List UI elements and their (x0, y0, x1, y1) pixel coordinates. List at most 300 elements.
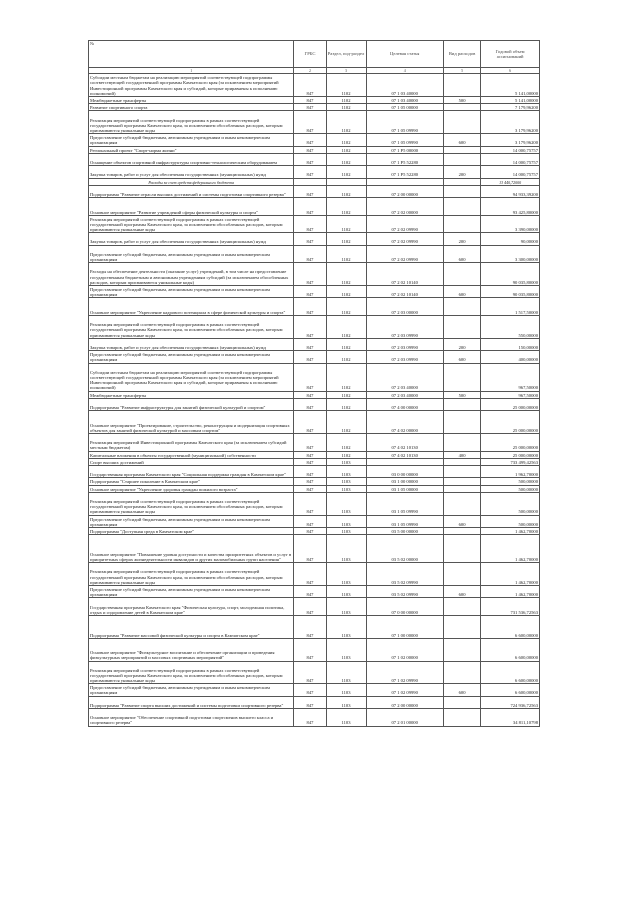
row-vr (443, 146, 480, 153)
row-name: Реализация мероприятий Инвестиционной программы Камчатского края (за исключением субсидий местным бюджетам) (89, 434, 294, 452)
row-csr: 03 5 02 00000 (366, 535, 443, 563)
row-csr: 03 1 05 00000 (366, 485, 443, 492)
row-sum: 14 000,75757 (481, 146, 540, 153)
row-vr (443, 563, 480, 586)
row-name: Предоставление субсидий бюджетным, автономным учреждениям и иным некоммерческим организациям (89, 515, 294, 527)
row-grbs: 847 (294, 478, 326, 485)
table-row (89, 615, 540, 638)
row-vr (443, 153, 480, 165)
row-grbs: 847 (294, 451, 326, 458)
row-csr (366, 458, 443, 465)
row-grbs: 847 (294, 535, 326, 563)
table-row (89, 492, 540, 515)
row-csr: 07 1 05 09990 (366, 134, 443, 146)
row-name: Закупка товаров, работ и услуг для обеспечения государственных (муниципальных) нужд (89, 338, 294, 350)
row-grbs: 847 (294, 585, 326, 597)
table-row (89, 233, 540, 245)
row-name: Основное мероприятие "Обеспечение спортивной подготовки спортсменов высшего класса и спортивного резерва" (89, 709, 294, 727)
row-grbs: 847 (294, 153, 326, 165)
table-row (89, 286, 540, 298)
row-sum: 6 600,00000 (481, 684, 540, 696)
row-rz: 1102 (326, 411, 366, 434)
row-name: Основное мероприятие "Укрепление кадрового потенциала в сфере физической культуры и спорта" (89, 298, 294, 316)
row-rz: 1102 (326, 286, 366, 298)
row-sum: 5 141,00000 (481, 74, 540, 97)
row-sum: 1 962,70000 (481, 465, 540, 477)
row-vr (443, 215, 480, 233)
row-csr: 07 1 03 40000 (366, 74, 443, 97)
row-sum: 3 300,00000 (481, 245, 540, 263)
row-vr (443, 411, 480, 434)
row-grbs: 847 (294, 411, 326, 434)
row-vr (443, 485, 480, 492)
table-row (89, 485, 540, 492)
row-csr: 07 2 02 09990 (366, 245, 443, 263)
row-vr (443, 478, 480, 485)
col-number: 5 (443, 68, 480, 74)
row-sum: 94 933,39200 (481, 185, 540, 197)
row-csr: 07 2 02 09990 (366, 215, 443, 233)
table-row (89, 465, 540, 477)
row-vr: 600 (443, 515, 480, 527)
row-grbs: 847 (294, 492, 326, 515)
row-sum: 1 517,50000 (481, 298, 540, 316)
row-sum: 25 000,00000 (481, 434, 540, 452)
row-sum: 6 600,00000 (481, 661, 540, 684)
row-sum: 550,00000 (481, 316, 540, 339)
row-rz: 1103 (326, 615, 366, 638)
row-grbs: 847 (294, 709, 326, 727)
row-sum: 7 179,96200 (481, 104, 540, 111)
table-row (89, 316, 540, 339)
row-name: Капитальные вложения в объекты государственной (муниципальной) собственности (89, 451, 294, 458)
row-csr: 03 1 05 09990 (366, 492, 443, 515)
row-vr (443, 492, 480, 515)
table-row (89, 661, 540, 684)
row-rz: 1102 (326, 245, 366, 263)
table-row (89, 458, 540, 465)
row-grbs: 847 (294, 563, 326, 586)
row-grbs: 847 (294, 111, 326, 134)
row-csr: 07 2 03 00000 (366, 298, 443, 316)
row-name: Государственная программа Камчатского края "Физическая культура, спорт, молодежная политика, отдых и оздоровление детей в Камчатском крае" (89, 598, 294, 616)
table-row (89, 398, 540, 410)
row-grbs: 847 (294, 527, 326, 534)
row-name: Субсидии местным бюджетам на реализацию мероприятий соответствующей подпрограммы соответствующей государственной программы Камчатского края (за исключением мероприятий Инвестиционной программы Камчатского края и субсидий, которые приравнены к исполнению полномочий) (89, 363, 294, 391)
table-row (89, 185, 540, 197)
row-rz: 1102 (326, 351, 366, 363)
row-sum: 34 811,10798 (481, 709, 540, 727)
table-row (89, 153, 540, 165)
row-sum: 150,00000 (481, 338, 540, 350)
row-sum: 724 936,72563 (481, 696, 540, 708)
table-row (89, 74, 540, 97)
row-rz: 1103 (326, 485, 366, 492)
row-rz: 1103 (326, 661, 366, 684)
row-csr: 07 2 03 09990 (366, 351, 443, 363)
row-grbs: 847 (294, 134, 326, 146)
table-row (89, 515, 540, 527)
row-grbs: 847 (294, 661, 326, 684)
row-sum: 90 035,80000 (481, 263, 540, 286)
row-sum: 400,00000 (481, 351, 540, 363)
row-name: Подпрограмма "Доступная среда в Камчатском крае" (89, 527, 294, 534)
row-csr: 07 2 02 09990 (366, 233, 443, 245)
row-csr: 07 2 03 40000 (366, 391, 443, 398)
row-vr: 200 (443, 166, 480, 178)
row-grbs: 847 (294, 215, 326, 233)
row-csr: 03 0 00 00000 (366, 465, 443, 477)
row-rz: 1102 (326, 185, 366, 197)
row-grbs: 847 (294, 233, 326, 245)
row-name: Основное мероприятие "Развитие учреждений сферы физической культуры и спорта" (89, 198, 294, 216)
row-rz: 1102 (326, 134, 366, 146)
row-rz: 1102 (326, 74, 366, 97)
table-row (89, 535, 540, 563)
row-csr: 07 4 00 00000 (366, 398, 443, 410)
table-row (89, 298, 540, 316)
row-vr (443, 185, 480, 197)
row-sum: 1 462,70000 (481, 563, 540, 586)
row-grbs: 847 (294, 185, 326, 197)
table-row (89, 215, 540, 233)
row-csr: 07 2 00 00000 (366, 185, 443, 197)
table-row (89, 563, 540, 586)
row-csr: 07 2 00 00000 (366, 696, 443, 708)
row-name: Межбюджетные трансферты (89, 391, 294, 398)
table-row (89, 684, 540, 696)
header-num: № (89, 41, 294, 68)
table-row (89, 478, 540, 485)
row-grbs: 847 (294, 615, 326, 638)
row-rz: 1103 (326, 458, 366, 465)
row-grbs: 847 (294, 351, 326, 363)
row-name: Предоставление субсидий бюджетным, автономным учреждениям и иным некоммерческим организациям (89, 351, 294, 363)
row-name: Реализация мероприятий соответствующей подпрограммы в рамках соответствующей государственной программы Камчатского края, за исключением обособленных расходов, которым присваиваются уникальные коды (89, 563, 294, 586)
row-vr (443, 178, 480, 185)
table-row (89, 245, 540, 263)
table-row (89, 338, 540, 350)
row-sum: 1 462,70000 (481, 585, 540, 597)
row-rz: 1102 (326, 338, 366, 350)
table-header-row (89, 41, 540, 68)
row-csr: 07 4 02 10130 (366, 451, 443, 458)
row-rz: 1102 (326, 434, 366, 452)
row-csr: 07 2 02 10140 (366, 286, 443, 298)
row-csr: 07 1 05 00000 (366, 104, 443, 111)
row-sum: 967,50000 (481, 363, 540, 391)
table-row (89, 111, 540, 134)
row-grbs: 847 (294, 598, 326, 616)
row-csr: 07 1 00 00000 (366, 615, 443, 638)
row-grbs: 847 (294, 166, 326, 178)
row-grbs: 847 (294, 298, 326, 316)
row-grbs: 847 (294, 338, 326, 350)
row-rz: 1102 (326, 233, 366, 245)
row-grbs: 847 (294, 74, 326, 97)
row-sum: 3 179,96200 (481, 134, 540, 146)
row-rz: 1102 (326, 263, 366, 286)
row-vr (443, 111, 480, 134)
row-sum: 731 536,72563 (481, 598, 540, 616)
row-csr: 07 1 02 09990 (366, 661, 443, 684)
row-csr: 07 0 00 00000 (366, 598, 443, 616)
row-sum: 25 000,00000 (481, 451, 540, 458)
row-name: Подпрограмма "Развитие отрасли высших достижений и системы подготовки спортивного резерва" (89, 185, 294, 197)
row-rz: 1102 (326, 451, 366, 458)
col-number: 3 (326, 68, 366, 74)
row-sum: 500,00000 (481, 485, 540, 492)
row-vr (443, 434, 480, 452)
row-csr: 07 1 P5 00000 (366, 146, 443, 153)
row-grbs: 847 (294, 198, 326, 216)
header-grbs: ГРБС (294, 41, 326, 68)
header-csr: Целевая статья (366, 41, 443, 68)
row-vr (443, 696, 480, 708)
row-csr: 07 2 03 09990 (366, 338, 443, 350)
table-row (89, 411, 540, 434)
row-name: Предоставление субсидий бюджетным, автономным учреждениям и иным некоммерческим организациям (89, 684, 294, 696)
table-row (89, 198, 540, 216)
row-rz (326, 178, 366, 185)
row-rz: 1102 (326, 111, 366, 134)
row-name: Предоставление субсидий бюджетным, автономным учреждениям и иным некоммерческим организациям (89, 245, 294, 263)
row-name: Предоставление субсидий бюджетным, автономным учреждениям и иным некоммерческим организациям (89, 134, 294, 146)
row-vr (443, 104, 480, 111)
row-csr: 07 1 02 00000 (366, 638, 443, 661)
table-row (89, 391, 540, 398)
row-csr: 03 1 00 00000 (366, 478, 443, 485)
row-name: Основное мероприятие "Физкультурное воспитание и обеспечение организации и проведения физкультурных мероприятий и массовых спортивных мероприятий" (89, 638, 294, 661)
row-vr: 600 (443, 684, 480, 696)
row-sum: 500,00000 (481, 492, 540, 515)
table-row (89, 363, 540, 391)
row-name: Основное мероприятие "Повышение уровня доступности и качества приоритетных объектов и услуг в приоритетных сферах жизнедеятельности инвалидов и других маломобильных групп населения" (89, 535, 294, 563)
row-vr (443, 74, 480, 97)
row-sum: 14 000,75757 (481, 153, 540, 165)
row-csr: 07 1 05 09990 (366, 111, 443, 134)
row-name: Региональный проект "Спорт-норма жизни" (89, 146, 294, 153)
table-row (89, 134, 540, 146)
table-row (89, 263, 540, 286)
row-rz: 1102 (326, 363, 366, 391)
row-csr: 07 1 P5 52280 (366, 166, 443, 178)
row-vr: 600 (443, 585, 480, 597)
row-name: Основное мероприятие "Укрепление здоровья граждан пожилого возраста" (89, 485, 294, 492)
row-name: Развитие спортивного спорта (89, 104, 294, 111)
table-row (89, 598, 540, 616)
row-vr: 600 (443, 351, 480, 363)
row-sum: 90 035,80000 (481, 286, 540, 298)
row-name: Основное мероприятие "Проектирование, строительство, реконструкция и модернизация спортивных объектов для занятий физической культурой и массовым спортом" (89, 411, 294, 434)
row-vr (443, 298, 480, 316)
row-sum: 733 499,42563 (481, 458, 540, 465)
row-vr: 500 (443, 97, 480, 104)
row-csr: 07 4 02 00000 (366, 411, 443, 434)
row-rz: 1103 (326, 563, 366, 586)
row-rz: 1102 (326, 153, 366, 165)
row-grbs: 847 (294, 696, 326, 708)
row-csr (366, 178, 443, 185)
table-row (89, 434, 540, 452)
row-sum: 13 440,72000 (481, 178, 540, 185)
row-rz: 1102 (326, 391, 366, 398)
row-name: Расходы за счет средств федерального бюджета (89, 178, 294, 185)
row-name: Подпрограмма "Развитие инфраструктуры для занятий физической культурой и спортом" (89, 398, 294, 410)
row-name: Подпрограмма "Старшее поколение в Камчатском крае" (89, 478, 294, 485)
row-name: Субсидии местным бюджетам на реализацию мероприятий соответствующей подпрограммы соответствующей государственной программы Камчатского края (за исключением мероприятий Инвестиционной программы Камчатского края и субсидий, которые приравнены к исполнению полномочий) (89, 74, 294, 97)
table-row (89, 527, 540, 534)
row-csr: 03 5 02 09990 (366, 585, 443, 597)
row-name: Государственная программа Камчатского края "Социальная поддержка граждан в Камчатском крае" (89, 465, 294, 477)
row-vr (443, 398, 480, 410)
row-csr: 07 1 03 40000 (366, 97, 443, 104)
row-rz: 1103 (326, 684, 366, 696)
row-rz: 1103 (326, 696, 366, 708)
row-sum: 1 462,70000 (481, 527, 540, 534)
row-rz: 1103 (326, 478, 366, 485)
table-row (89, 451, 540, 458)
row-grbs (294, 178, 326, 185)
col-number: 2 (294, 68, 326, 74)
table-row (89, 97, 540, 104)
header-vr: Вид расходов (443, 41, 480, 68)
row-grbs: 847 (294, 391, 326, 398)
row-sum: 6 600,00000 (481, 615, 540, 638)
row-csr: 07 2 02 00000 (366, 198, 443, 216)
row-rz: 1103 (326, 598, 366, 616)
table-row (89, 709, 540, 727)
row-name: Реализация мероприятий соответствующей подпрограммы в рамках соответствующей государственной программы Камчатского края, за исключением обособленных расходов, которым присваиваются уникальные коды (89, 316, 294, 339)
row-rz: 1102 (326, 198, 366, 216)
row-name: Межбюджетные трансферты (89, 97, 294, 104)
row-sum: 967,50000 (481, 391, 540, 398)
row-name: Закупка товаров, работ и услуг для обеспечения государственных (муниципальных) нужд (89, 166, 294, 178)
row-vr: 600 (443, 134, 480, 146)
row-rz: 1103 (326, 638, 366, 661)
table-row (89, 104, 540, 111)
row-vr (443, 198, 480, 216)
table-row (89, 351, 540, 363)
row-rz: 1102 (326, 146, 366, 153)
row-rz: 1103 (326, 515, 366, 527)
row-csr: 07 2 03 40000 (366, 363, 443, 391)
row-name: Реализация мероприятий соответствующей подпрограммы в рамках соответствующей государственной программы Камчатского края, за исключением обособленных расходов, которым присваиваются уникальные коды (89, 215, 294, 233)
row-rz: 1103 (326, 492, 366, 515)
col-number: 6 (481, 68, 540, 74)
budget-table-wrapper (88, 40, 540, 727)
row-grbs: 847 (294, 97, 326, 104)
row-sum: 3 179,96200 (481, 111, 540, 134)
table-row (89, 585, 540, 597)
row-sum: 90,00000 (481, 233, 540, 245)
row-name: Предоставление субсидий бюджетным, автономным учреждениям и иным некоммерческим организациям (89, 585, 294, 597)
row-vr: 600 (443, 245, 480, 263)
row-sum: 500,00000 (481, 515, 540, 527)
row-csr: 07 2 03 09990 (366, 316, 443, 339)
row-grbs: 847 (294, 684, 326, 696)
header-sum: Годовой объем ассигнований (481, 41, 540, 68)
row-grbs: 847 (294, 638, 326, 661)
col-number: 1 (89, 68, 294, 74)
row-csr: 03 1 05 09990 (366, 515, 443, 527)
row-vr: 200 (443, 233, 480, 245)
row-name: Предоставление субсидий бюджетным, автономным учреждениям и иным некоммерческим организациям (89, 286, 294, 298)
row-grbs: 847 (294, 286, 326, 298)
row-grbs: 847 (294, 363, 326, 391)
row-sum: 1 462,70000 (481, 535, 540, 563)
row-sum: 500,00000 (481, 478, 540, 485)
row-csr: 07 2 01 00000 (366, 709, 443, 727)
row-grbs: 847 (294, 263, 326, 286)
row-sum: 25 000,00000 (481, 398, 540, 410)
row-vr (443, 709, 480, 727)
row-vr (443, 527, 480, 534)
row-csr: 07 1 P5 52280 (366, 153, 443, 165)
row-vr (443, 661, 480, 684)
row-grbs: 847 (294, 485, 326, 492)
row-rz: 1103 (326, 527, 366, 534)
row-rz: 1102 (326, 215, 366, 233)
row-rz: 1103 (326, 709, 366, 727)
row-rz: 1102 (326, 316, 366, 339)
row-sum: 3 390,00000 (481, 215, 540, 233)
table-row (89, 146, 540, 153)
row-grbs: 847 (294, 316, 326, 339)
row-sum: 6 600,00000 (481, 638, 540, 661)
row-csr: 07 2 02 10140 (366, 263, 443, 286)
header-rz: Раздел, под-раздел (326, 41, 366, 68)
row-sum: 25 000,00000 (481, 411, 540, 434)
row-name: Реализация мероприятий соответствующей подпрограммы в рамках соответствующей государственной программы Камчатского края, за исключением обособленных расходов, которым присваиваются уникальные коды (89, 111, 294, 134)
row-grbs: 847 (294, 465, 326, 477)
row-csr: 07 1 02 09990 (366, 684, 443, 696)
row-vr: 600 (443, 286, 480, 298)
row-grbs: 847 (294, 515, 326, 527)
row-sum: 93 425,80000 (481, 198, 540, 216)
row-rz: 1103 (326, 535, 366, 563)
row-vr (443, 638, 480, 661)
row-rz: 1103 (326, 585, 366, 597)
row-grbs: 847 (294, 104, 326, 111)
table-note-row (89, 178, 540, 185)
row-vr (443, 316, 480, 339)
row-vr: 200 (443, 338, 480, 350)
budget-table (88, 40, 540, 727)
row-name: Подпрограмма "Развитие спорта высших достижений и системы подготовки спортивного резерва" (89, 696, 294, 708)
row-csr: 07 4 02 10130 (366, 434, 443, 452)
row-vr (443, 535, 480, 563)
row-grbs: 847 (294, 245, 326, 263)
row-name: Реализация мероприятий соответствующей подпрограммы в рамках соответствующей государственной программы Камчатского края, за исключением обособленных расходов, которым присваиваются уникальные коды (89, 492, 294, 515)
row-csr: 03 5 00 00000 (366, 527, 443, 534)
row-name: Оснащение объектов спортивной инфраструктуры спортивно-технологическим оборудованием (89, 153, 294, 165)
row-vr: 500 (443, 391, 480, 398)
table-row (89, 696, 540, 708)
row-name: Подпрограмма "Развитие массовой физической культуры и спорта в Камчатском крае" (89, 615, 294, 638)
row-rz: 1102 (326, 298, 366, 316)
row-vr (443, 598, 480, 616)
row-vr (443, 465, 480, 477)
col-number: 4 (366, 68, 443, 74)
row-rz: 1103 (326, 465, 366, 477)
row-vr: 400 (443, 451, 480, 458)
row-rz: 1102 (326, 97, 366, 104)
row-rz: 1102 (326, 166, 366, 178)
row-rz: 1102 (326, 398, 366, 410)
table-row (89, 166, 540, 178)
table-row (89, 638, 540, 661)
